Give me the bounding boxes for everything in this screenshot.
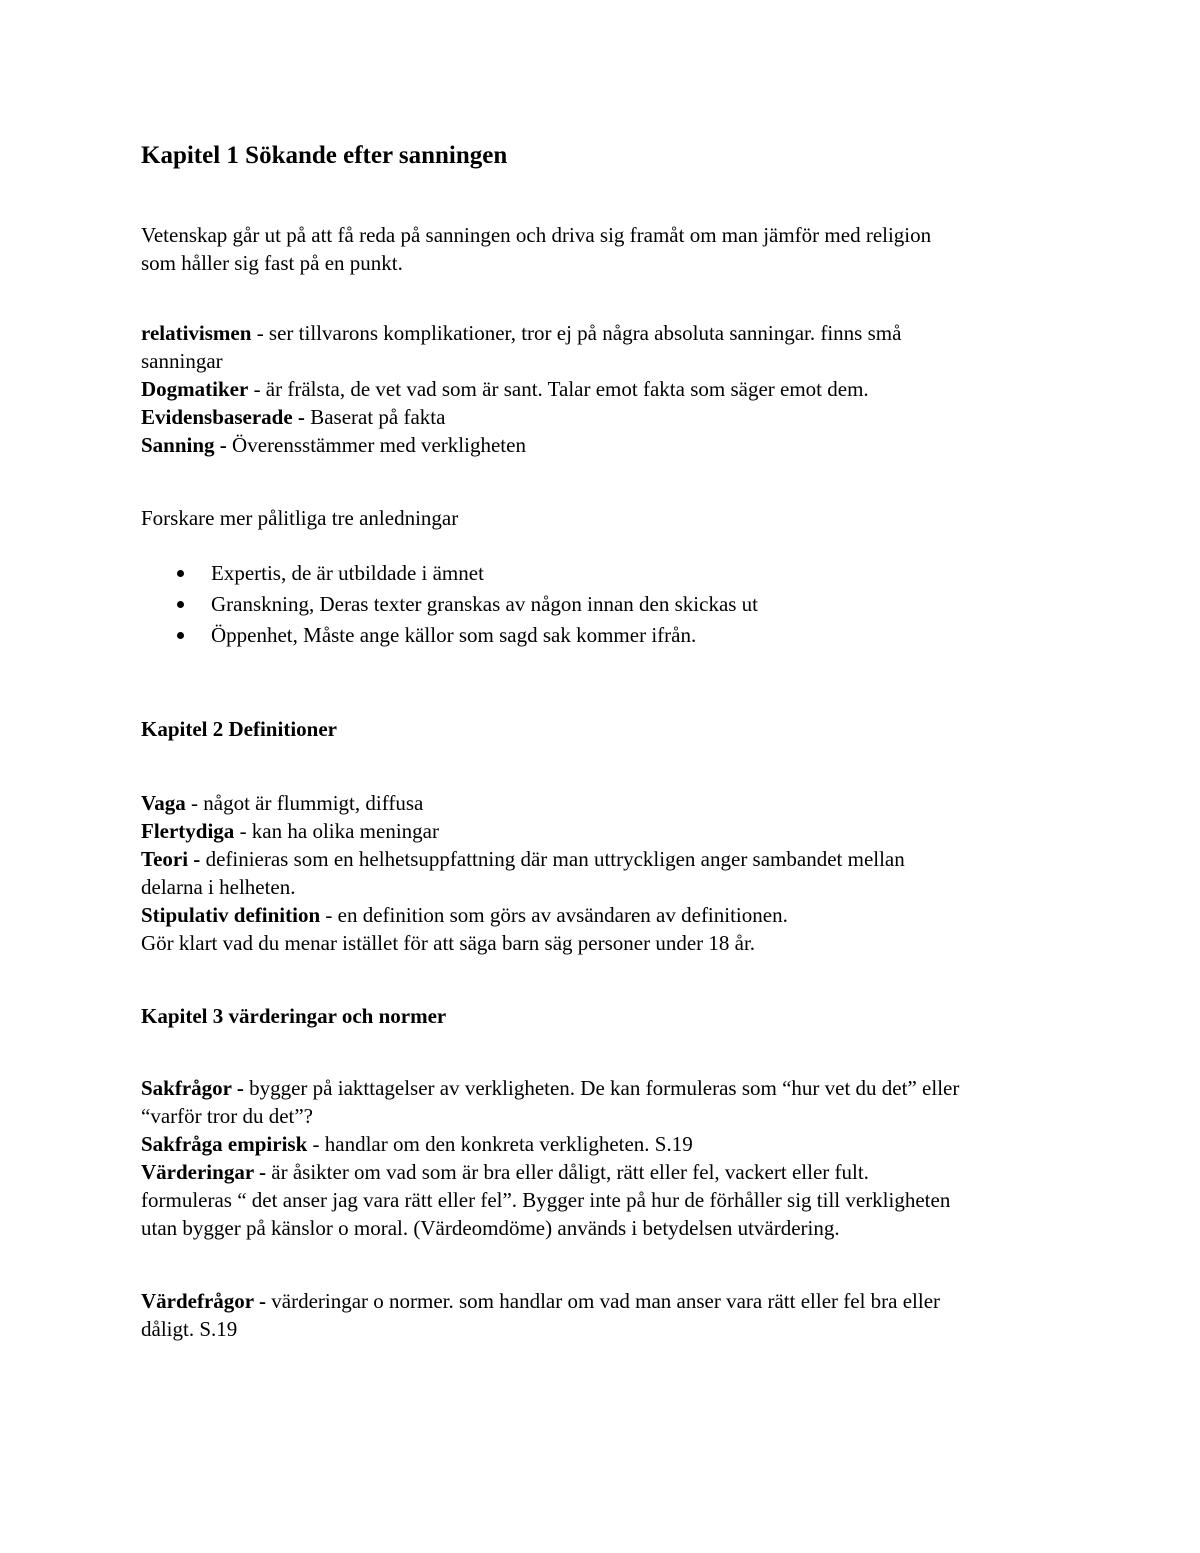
reasons-heading: Forskare mer pålitliga tre anledningar (141, 506, 459, 530)
definition-vaga (141, 790, 423, 816)
definition-stipulativ (141, 902, 788, 928)
term: Teori - (141, 847, 206, 871)
definition: Baserat på fakta (310, 405, 446, 429)
list-item: Granskning, Deras texter granskas av någon innan den skickas ut (211, 592, 759, 616)
definition-relativism-cont: sanningar (141, 349, 223, 373)
definition-vardefragor (141, 1288, 940, 1314)
definition-varderingar-cont2: utan bygger på känslor o moral. (Värdeomdöme) används i betydelsen utvärdering. (141, 1216, 840, 1240)
chapter2-title: Kapitel 2 Definitioner (141, 717, 337, 741)
bullet-icon (177, 601, 184, 608)
definition: - är frälsta, de vet vad som är sant. Talar emot fakta som säger emot dem. (248, 377, 869, 401)
definition-sakfragor (141, 1075, 959, 1101)
term: Flertydiga (141, 819, 235, 843)
chapter1-intro-line1: Vetenskap går ut på att få reda på sanningen och driva sig framåt om man jämför med religion (141, 223, 932, 247)
definition: värderingar o normer. som handlar om vad man anser vara rätt eller fel bra eller (271, 1289, 941, 1313)
definition-evidens (141, 404, 445, 430)
definition-teori-cont: delarna i helheten. (141, 875, 296, 899)
stipulativ-note: Gör klart vad du menar istället för att säga barn säg personer under 18 år. (141, 931, 756, 955)
term: Sakfrågor - (141, 1076, 250, 1100)
definition: är åsikter om vad som är bra eller dåligt, rätt eller fel, vackert eller fult. (271, 1160, 869, 1184)
definition: - en definition som görs av avsändaren av definitionen. (320, 903, 788, 927)
definition: - handlar om den konkreta verkligheten. S.19 (307, 1132, 693, 1156)
chapter3-title: Kapitel 3 värderingar och normer (141, 1004, 447, 1028)
definition: definieras som en helhetsuppfattning där man uttryckligen anger sambandet mellan (205, 847, 905, 871)
definition-sakfragor-cont: “varför tror du det”? (141, 1104, 313, 1128)
definition: bygger på iakttagelser av verkligheten. De kan formuleras som “hur vet du det” eller (249, 1076, 960, 1100)
term: Värdefrågor - (141, 1289, 272, 1313)
definition: - kan ha olika meningar (234, 819, 439, 843)
list-item: Expertis, de är utbildade i ämnet (211, 561, 484, 585)
term: relativismen (141, 321, 252, 345)
bullet-icon (177, 632, 184, 639)
term: Sanning - (141, 433, 233, 457)
definition-vardefragor-cont: dåligt. S.19 (141, 1317, 238, 1341)
term: Sakfråga empirisk (141, 1132, 308, 1156)
term: Värderingar - (141, 1160, 272, 1184)
term: Vaga (141, 791, 186, 815)
term: Evidensbaserade - (141, 405, 311, 429)
chapter1-title: Kapitel 1 Sökande efter sanningen (141, 142, 508, 169)
definition-empirisk (141, 1131, 693, 1157)
definition-flertydiga (141, 818, 439, 844)
definition-varderingar-cont1: formuleras “ det anser jag vara rätt eller fel”. Bygger inte på hur de förhåller sig till verkligheten (141, 1188, 951, 1212)
definition-sanning (141, 432, 526, 458)
definition: - ser tillvarons komplikationer, tror ej på några absoluta sanningar. finns små (251, 321, 902, 345)
definition-varderingar (141, 1159, 869, 1185)
term: Dogmatiker (141, 377, 249, 401)
definition: Överensstämmer med verkligheten (232, 433, 526, 457)
chapter1-intro-line2: som håller sig fast på en punkt. (141, 251, 403, 275)
definition: - något är flummigt, diffusa (185, 791, 424, 815)
definition-teori (141, 846, 905, 872)
definition-relativism (141, 320, 901, 346)
list-item: Öppenhet, Måste ange källor som sagd sak kommer ifrån. (211, 623, 697, 647)
term: Stipulativ definition (141, 903, 321, 927)
bullet-icon (177, 570, 184, 577)
definition-dogmatiker (141, 376, 869, 402)
